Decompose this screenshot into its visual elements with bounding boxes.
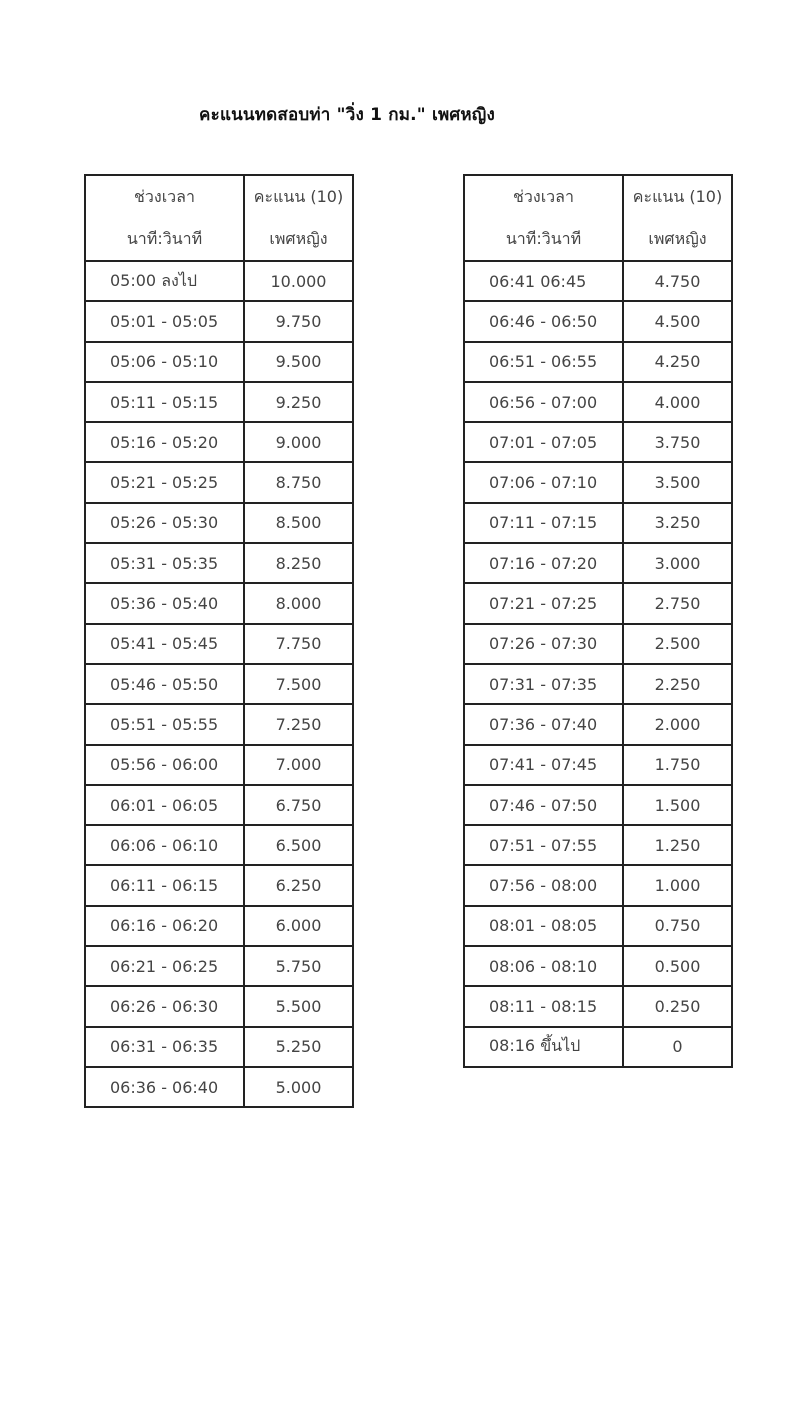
table-header-row — [85, 175, 353, 261]
time-range-cell: 07:31 - 07:35 — [464, 664, 623, 704]
score-cell: 8.000 — [244, 583, 353, 623]
score-cell: 7.250 — [244, 704, 353, 744]
time-range-cell: 06:36 - 06:40 — [85, 1067, 244, 1107]
score-cell: 3.000 — [623, 543, 732, 583]
time-header-line1: ช่วงเวลา — [513, 187, 574, 206]
time-range-cell: 05:26 - 05:30 — [85, 503, 244, 543]
time-range-cell: 07:11 - 07:15 — [464, 503, 623, 543]
score-header-line1: คะแนน (10) — [253, 187, 344, 206]
table-row — [464, 462, 732, 502]
time-range-cell: 06:31 - 06:35 — [85, 1027, 244, 1067]
time-range-cell: 08:11 - 08:15 — [464, 986, 623, 1026]
score-cell: 4.250 — [623, 342, 732, 382]
table-row — [85, 462, 353, 502]
score-cell: 0.250 — [623, 986, 732, 1026]
table-row — [464, 986, 732, 1026]
time-range-cell: 06:16 - 06:20 — [85, 906, 244, 946]
time-range-cell: 05:06 - 05:10 — [85, 342, 244, 382]
time-range-cell: 06:01 - 06:05 — [85, 785, 244, 825]
table-row — [85, 1027, 353, 1067]
score-cell: 0.750 — [623, 906, 732, 946]
score-cell: 9.250 — [244, 382, 353, 422]
score-cell: 9.750 — [244, 301, 353, 341]
score-cell: 8.750 — [244, 462, 353, 502]
table-row — [464, 704, 732, 744]
time-range-cell: 07:06 - 07:10 — [464, 462, 623, 502]
score-cell: 3.500 — [623, 462, 732, 502]
time-header-line1: ช่วงเวลา — [134, 187, 195, 206]
time-range-cell: 05:00 ลงไป — [85, 261, 244, 301]
table-row — [85, 906, 353, 946]
score-cell: 0 — [623, 1027, 732, 1067]
time-range-cell: 05:46 - 05:50 — [85, 664, 244, 704]
time-range-cell: 05:16 - 05:20 — [85, 422, 244, 462]
score-cell: 2.750 — [623, 583, 732, 623]
time-range-cell: 07:01 - 07:05 — [464, 422, 623, 462]
table-row — [85, 946, 353, 986]
score-table-left — [84, 174, 354, 1108]
time-range-cell: 07:36 - 07:40 — [464, 704, 623, 744]
table-body-right — [464, 261, 732, 1067]
score-header-line2: เพศหญิง — [648, 229, 707, 248]
time-range-cell: 06:06 - 06:10 — [85, 825, 244, 865]
page-title: คะแนนทดสอบท่า "วิ่ง 1 กม." เพศหญิง — [199, 105, 495, 125]
score-table-right — [463, 174, 733, 1068]
table-row — [85, 382, 353, 422]
time-header-line2: นาที:วินาที — [505, 229, 582, 248]
score-cell: 9.500 — [244, 342, 353, 382]
score-cell: 5.500 — [244, 986, 353, 1026]
table-row — [464, 503, 732, 543]
time-range-cell: 06:51 - 06:55 — [464, 342, 623, 382]
time-range-cell: 05:11 - 05:15 — [85, 382, 244, 422]
table-row — [85, 583, 353, 623]
time-range-cell: 08:06 - 08:10 — [464, 946, 623, 986]
score-cell: 5.250 — [244, 1027, 353, 1067]
table-row — [464, 1027, 732, 1067]
time-range-cell: 07:56 - 08:00 — [464, 865, 623, 905]
score-cell: 1.000 — [623, 865, 732, 905]
time-range-cell: 05:56 - 06:00 — [85, 745, 244, 785]
table-row — [464, 382, 732, 422]
time-range-cell: 07:26 - 07:30 — [464, 624, 623, 664]
time-range-cell: 05:31 - 05:35 — [85, 543, 244, 583]
table-row — [464, 342, 732, 382]
time-range-cell: 07:21 - 07:25 — [464, 583, 623, 623]
score-cell: 6.750 — [244, 785, 353, 825]
table-row — [85, 624, 353, 664]
score-cell: 2.000 — [623, 704, 732, 744]
table-header-row — [464, 175, 732, 261]
score-cell: 6.000 — [244, 906, 353, 946]
time-range-cell: 06:21 - 06:25 — [85, 946, 244, 986]
score-cell: 6.250 — [244, 865, 353, 905]
score-column-header — [623, 175, 732, 261]
score-cell: 2.250 — [623, 664, 732, 704]
table-row — [464, 543, 732, 583]
time-range-cell: 06:56 - 07:00 — [464, 382, 623, 422]
time-range-cell: 06:46 - 06:50 — [464, 301, 623, 341]
score-cell: 6.500 — [244, 825, 353, 865]
time-range-cell: 05:36 - 05:40 — [85, 583, 244, 623]
score-cell: 5.000 — [244, 1067, 353, 1107]
score-cell: 3.750 — [623, 422, 732, 462]
table-row — [85, 825, 353, 865]
table-row — [464, 261, 732, 301]
score-cell: 4.500 — [623, 301, 732, 341]
score-cell: 4.000 — [623, 382, 732, 422]
table-row — [464, 906, 732, 946]
score-cell: 1.250 — [623, 825, 732, 865]
time-range-cell: 05:41 - 05:45 — [85, 624, 244, 664]
table-row — [85, 1067, 353, 1107]
score-cell: 7.000 — [244, 745, 353, 785]
time-range-cell: 06:26 - 06:30 — [85, 986, 244, 1026]
table-body-left — [85, 261, 353, 1107]
table-row — [85, 785, 353, 825]
time-range-cell: 07:16 - 07:20 — [464, 543, 623, 583]
table-row — [464, 624, 732, 664]
table-row — [85, 664, 353, 704]
table-row — [464, 785, 732, 825]
table-row — [85, 986, 353, 1026]
time-range-cell: 05:21 - 05:25 — [85, 462, 244, 502]
score-cell: 7.500 — [244, 664, 353, 704]
score-header-line2: เพศหญิง — [269, 229, 328, 248]
score-column-header — [244, 175, 353, 261]
score-cell: 5.750 — [244, 946, 353, 986]
score-cell: 9.000 — [244, 422, 353, 462]
table-row — [85, 503, 353, 543]
table-row — [464, 664, 732, 704]
score-cell: 0.500 — [623, 946, 732, 986]
score-cell: 2.500 — [623, 624, 732, 664]
score-cell: 8.250 — [244, 543, 353, 583]
time-column-header — [464, 175, 623, 261]
time-header-line2: นาที:วินาที — [126, 229, 203, 248]
score-cell: 1.500 — [623, 785, 732, 825]
table-row — [464, 946, 732, 986]
time-range-cell: 07:41 - 07:45 — [464, 745, 623, 785]
time-range-cell: 08:16 ขึ้นไป — [464, 1027, 623, 1067]
score-cell: 3.250 — [623, 503, 732, 543]
time-range-cell: 05:51 - 05:55 — [85, 704, 244, 744]
table-row — [85, 745, 353, 785]
table-row — [464, 422, 732, 462]
score-cell: 8.500 — [244, 503, 353, 543]
time-column-header — [85, 175, 244, 261]
time-range-cell: 07:51 - 07:55 — [464, 825, 623, 865]
table-row — [464, 301, 732, 341]
table-row — [85, 704, 353, 744]
time-range-cell: 06:11 - 06:15 — [85, 865, 244, 905]
score-cell: 10.000 — [244, 261, 353, 301]
time-range-cell: 07:46 - 07:50 — [464, 785, 623, 825]
table-row — [85, 342, 353, 382]
time-range-cell: 06:41 06:45 — [464, 261, 623, 301]
table-row — [85, 422, 353, 462]
table-row — [464, 745, 732, 785]
table-row — [85, 301, 353, 341]
table-row — [85, 261, 353, 301]
time-range-cell: 05:01 - 05:05 — [85, 301, 244, 341]
score-cell: 7.750 — [244, 624, 353, 664]
score-cell: 4.750 — [623, 261, 732, 301]
table-row — [464, 825, 732, 865]
score-header-line1: คะแนน (10) — [632, 187, 723, 206]
score-cell: 1.750 — [623, 745, 732, 785]
time-range-cell: 08:01 - 08:05 — [464, 906, 623, 946]
table-row — [464, 583, 732, 623]
table-row — [464, 865, 732, 905]
table-row — [85, 865, 353, 905]
table-row — [85, 543, 353, 583]
